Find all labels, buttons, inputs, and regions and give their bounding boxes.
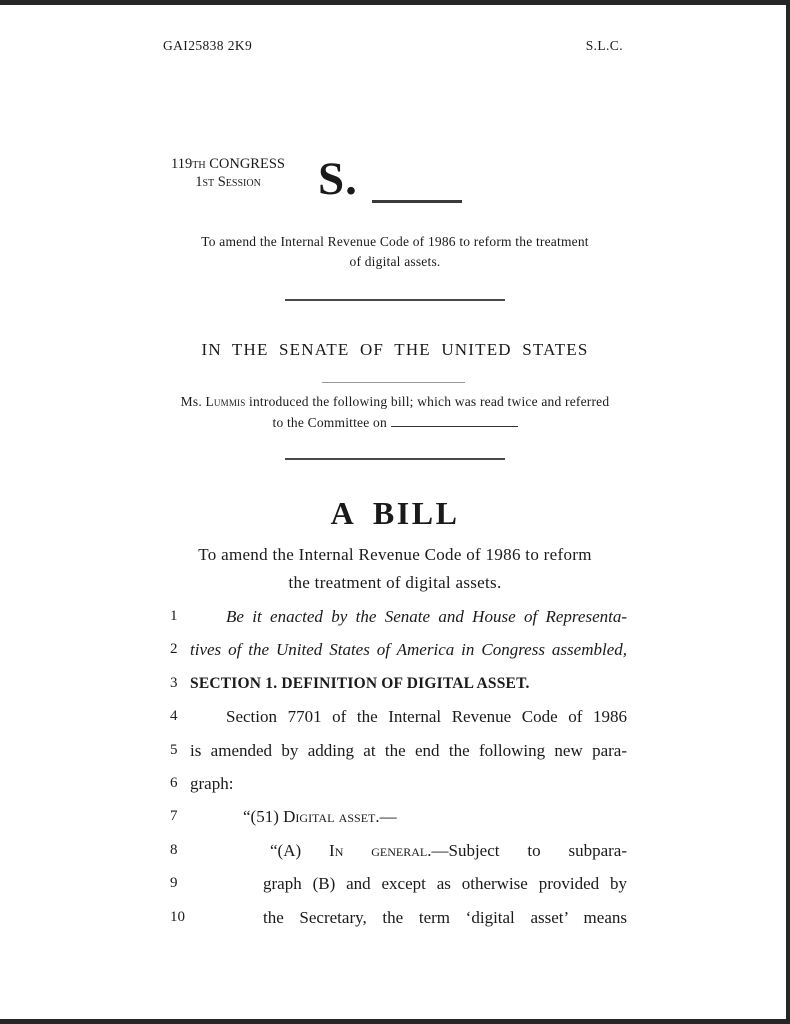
line-text: the Secretary, the term ‘digital asset’ means: [263, 907, 627, 927]
line-text: Section 7701 of the Internal Revenue Code of 1986: [226, 707, 627, 727]
committee-blank: [391, 415, 518, 427]
bill-line: [163, 667, 627, 700]
session-line: [160, 174, 296, 192]
bill-line: [163, 834, 627, 867]
sponsor-prefix: Ms.: [180, 394, 206, 409]
session-number: 1: [195, 173, 203, 190]
line-text: graph (B) and except as otherwise provided by: [263, 874, 627, 894]
line-text: is amended by adding at the end the following new para-: [190, 740, 627, 760]
congress-number-suffix: th: [192, 156, 206, 172]
line-number: 9: [170, 875, 178, 892]
line-number: 6: [170, 774, 178, 791]
line-text: tives of the United States of America in Congress assembled,: [190, 640, 627, 660]
sponsor-action-line2: [168, 413, 622, 434]
bill-line: [163, 901, 627, 934]
long-title-line2: the treatment of digital assets.: [288, 572, 502, 592]
line-text: SECTION 1. DEFINITION OF DIGITAL ASSET.: [190, 674, 530, 692]
short-title-line1: To amend the Internal Revenue Code of 1986 to reform the treatment: [201, 234, 589, 249]
bill-body: [163, 600, 627, 934]
bill-number-blank: [372, 200, 462, 203]
line-text: “(A) In general.—Subject to subpara-: [270, 840, 627, 860]
congress-number: 119: [171, 156, 193, 172]
line-number: 1: [170, 608, 178, 624]
line-number: 2: [170, 641, 178, 658]
bill-line: [163, 800, 627, 833]
congress-session-block: [160, 156, 296, 191]
line-text: Be it enacted by the Senate and House of Representa-: [226, 607, 627, 626]
bill-line: [163, 633, 627, 666]
bill-line: [163, 867, 627, 900]
horizontal-rule-bottom: [285, 458, 505, 460]
chamber-heading: IN THE SENATE OF THE UNITED STATES: [201, 340, 589, 359]
horizontal-rule-top: [285, 299, 505, 301]
short-title-line2: of digital assets.: [349, 253, 441, 269]
session-word: Session: [214, 173, 261, 190]
line-number: 5: [170, 741, 178, 758]
line-number: 7: [170, 808, 178, 825]
sponsor-action-line1: [168, 392, 622, 413]
line-number: 3: [170, 674, 178, 691]
long-title-line1: To amend the Internal Revenue Code of 1986 to reform: [198, 545, 592, 564]
bill-line: [163, 600, 627, 633]
bill-line: [163, 700, 627, 733]
thin-rule: [322, 382, 465, 383]
bill-heading: A BILL: [330, 495, 460, 531]
line-text: “(51) Digital asset.—: [243, 807, 397, 827]
congress-line: [160, 156, 296, 174]
short-title: [0, 232, 790, 271]
committee-text: to the Committee on: [272, 414, 391, 430]
sponsor-action-text: introduced the following bill; which was read twice and referred: [245, 394, 610, 409]
line-text: graph:: [190, 773, 234, 793]
line-number: 8: [170, 841, 178, 858]
long-title: [0, 541, 790, 596]
bill-line: [163, 734, 627, 767]
sponsor-name: Lummis: [205, 394, 246, 409]
line-number: 10: [170, 908, 185, 925]
bill-number-prefix: S.: [318, 153, 358, 205]
draft-code: GAI25838 2K9: [163, 38, 253, 53]
line-number: 4: [170, 708, 178, 725]
bill-line: [163, 767, 627, 800]
congress-word: CONGRESS: [205, 156, 285, 172]
session-number-suffix: st: [202, 173, 215, 190]
slc-label: S.L.C.: [585, 38, 623, 53]
sponsor-action: [168, 392, 622, 433]
